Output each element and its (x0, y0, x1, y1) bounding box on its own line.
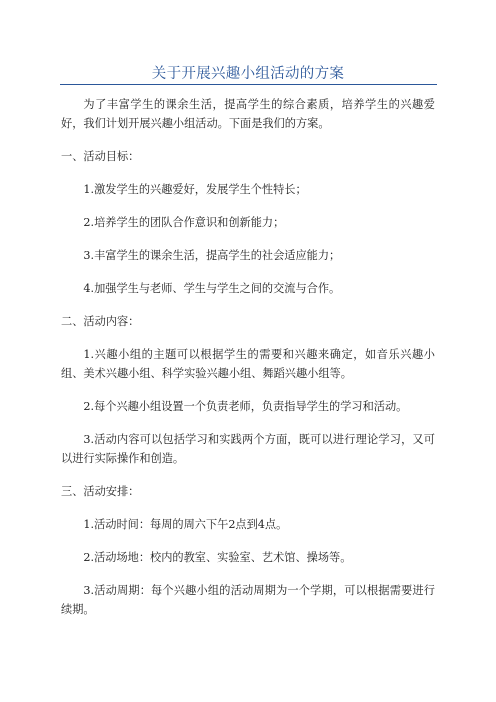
section-heading-goals: 一、活动目标： (61, 150, 140, 163)
schedule-item: 2.活动场地：校内的教室、实验室、艺术馆、操场等。 (83, 551, 352, 564)
goal-item: 1.激发学生的兴趣爱好，发展学生个性特长； (83, 183, 307, 196)
title-underline (60, 84, 437, 85)
schedule-item: 3.活动周期：每个兴趣小组的活动周期为一个学期，可以根据需要进行续期。 (61, 584, 435, 616)
intro-paragraph: 为了丰富学生的课余生活，提高学生的综合素质，培养学生的兴趣爱好，我们计划开展兴趣小组活动。下面是我们的方案。 (61, 98, 435, 130)
content-item: 2.每个兴趣小组设置一个负责老师，负责指导学生的学习和活动。 (83, 400, 408, 413)
section-heading-schedule: 三、活动安排： (61, 485, 140, 498)
goal-item: 2.培养学生的团队合作意识和创新能力； (83, 216, 285, 229)
document-title: 关于开展兴趣小组活动的方案 (151, 66, 345, 82)
content-item: 3.活动内容可以包括学习和实践两个方面，既可以进行理论学习，又可以进行实际操作和创造。 (61, 433, 435, 465)
content-item: 1.兴趣小组的主题可以根据学生的需要和兴趣来确定，如音乐兴趣小组、美术兴趣小组、科学实验兴趣小组、舞蹈兴趣小组等。 (61, 348, 435, 380)
goal-item: 4.加强学生与老师、学生与学生之间的交流与合作。 (83, 282, 341, 295)
section-heading-content: 二、活动内容： (61, 315, 140, 328)
document-body (61, 95, 435, 633)
schedule-item: 1.活动时间：每周的周六下午2点到4点。 (83, 518, 288, 531)
goal-item: 3.丰富学生的课余生活，提高学生的社会适应能力； (83, 249, 341, 262)
